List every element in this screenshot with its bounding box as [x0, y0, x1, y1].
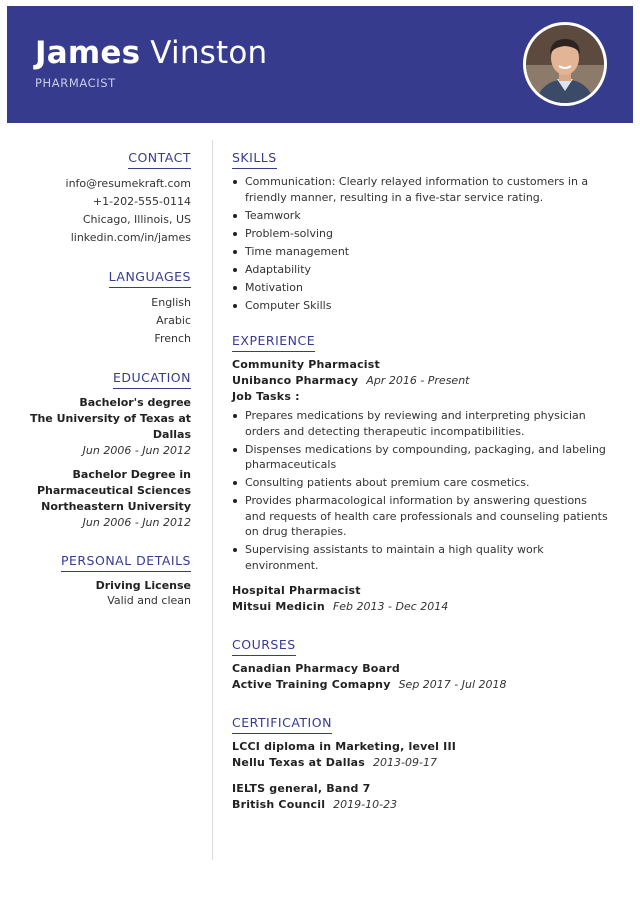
contact-email: info@resumekraft.com — [65, 177, 191, 190]
courses-heading: COURSES — [232, 637, 296, 656]
course-provider: Active Training Comapny — [232, 678, 391, 691]
profile-photo — [523, 22, 607, 106]
certification-name: IELTS general, Band 7 — [232, 782, 371, 795]
column-divider — [212, 140, 213, 860]
certification-date: 2013-09-17 — [373, 756, 437, 769]
personal-details-heading: PERSONAL DETAILS — [61, 553, 191, 572]
certification-name: LCCI diploma in Marketing, level III — [232, 740, 457, 753]
job-tasks-label: Job Tasks : — [232, 390, 300, 403]
contact-list — [20, 175, 191, 247]
job-task: Provides pharmacological information by answering questions and requests of health care professionals and counseling patients on drug therapies. — [245, 493, 610, 540]
certification-entry — [232, 739, 610, 771]
job-task: Dispenses medications by compounding, packaging, and labeling pharmaceuticals — [245, 442, 610, 473]
job-task: Prepares medications by reviewing and interpreting physician orders and detecting therapeutic incompatibilities. — [245, 408, 610, 439]
course-dates: Sep 2017 - Jul 2018 — [398, 678, 507, 691]
skill-item: Problem-solving — [245, 226, 610, 242]
job-role: Community Pharmacist — [232, 358, 380, 371]
job-dates: Apr 2016 - Present — [366, 374, 470, 387]
skill-item: Motivation — [245, 280, 610, 296]
job-company: Unibanco Pharmacy — [232, 374, 359, 387]
skill-item: Time management — [245, 244, 610, 260]
language-item: French — [154, 332, 191, 345]
experience-entry — [232, 583, 610, 615]
certification-date: 2019-10-23 — [333, 798, 398, 811]
skill-item: Communication: Clearly relayed information to customers in a friendly manner, resulting in a five-star service rating. — [245, 174, 610, 205]
course-entry — [232, 661, 610, 693]
certification-issuer-line — [232, 755, 610, 771]
certification-entry — [232, 781, 610, 813]
education-dates: Jun 2006 - Jun 2012 — [82, 444, 191, 457]
languages-list — [20, 294, 191, 348]
education-entry — [20, 467, 191, 531]
languages-heading: LANGUAGES — [109, 269, 191, 288]
course-provider-line — [232, 677, 610, 693]
avatar-icon — [526, 25, 604, 103]
personal-detail-label: Driving License — [95, 579, 191, 592]
experience-entry — [232, 357, 610, 573]
certification-heading: CERTIFICATION — [232, 715, 332, 734]
skill-item: Adaptability — [245, 262, 610, 278]
experience-heading: EXPERIENCE — [232, 333, 315, 352]
education-entry — [20, 395, 191, 459]
education-school: The University of Texas at Dallas — [29, 412, 191, 441]
job-company-line — [232, 373, 610, 389]
education-school: Northeastern University — [41, 500, 191, 513]
contact-phone: +1-202-555-0114 — [92, 195, 191, 208]
job-tasks-list — [232, 408, 610, 573]
job-task: Consulting patients about premium care cosmetics. — [245, 475, 610, 491]
course-name: Canadian Pharmacy Board — [232, 662, 400, 675]
skills-list — [232, 174, 610, 313]
certification-issuer: British Council — [232, 798, 326, 811]
education-dates: Jun 2006 - Jun 2012 — [82, 516, 191, 529]
skill-item: Computer Skills — [245, 298, 610, 314]
education-degree: Bachelor Degree in Pharmaceutical Sciences — [36, 468, 191, 497]
first-name: James — [35, 35, 141, 71]
contact-location: Chicago, Illinois, US — [82, 213, 191, 226]
personal-detail-value: Valid and clean — [107, 594, 191, 607]
right-column — [232, 150, 610, 813]
skill-item: Teamwork — [245, 208, 610, 224]
language-item: English — [151, 296, 191, 309]
certification-issuer-line — [232, 797, 610, 813]
job-company: Mitsui Medicin — [232, 600, 325, 613]
left-column — [20, 150, 191, 608]
candidate-name — [35, 35, 268, 71]
job-title: PHARMACIST — [35, 76, 116, 90]
language-item: Arabic — [156, 314, 191, 327]
skills-heading: SKILLS — [232, 150, 277, 169]
education-heading: EDUCATION — [113, 370, 191, 389]
contact-linkedin: linkedin.com/in/james — [70, 231, 191, 244]
job-task: Supervising assistants to maintain a high quality work environment. — [245, 542, 610, 573]
resume-header — [7, 6, 633, 123]
job-role: Hospital Pharmacist — [232, 584, 361, 597]
contact-heading: CONTACT — [128, 150, 191, 169]
job-dates: Feb 2013 - Dec 2014 — [332, 600, 449, 613]
certification-issuer: Nellu Texas at Dallas — [232, 756, 366, 769]
last-name: Vinston — [150, 35, 268, 71]
education-degree: Bachelor's degree — [79, 396, 191, 409]
job-company-line — [232, 599, 610, 615]
